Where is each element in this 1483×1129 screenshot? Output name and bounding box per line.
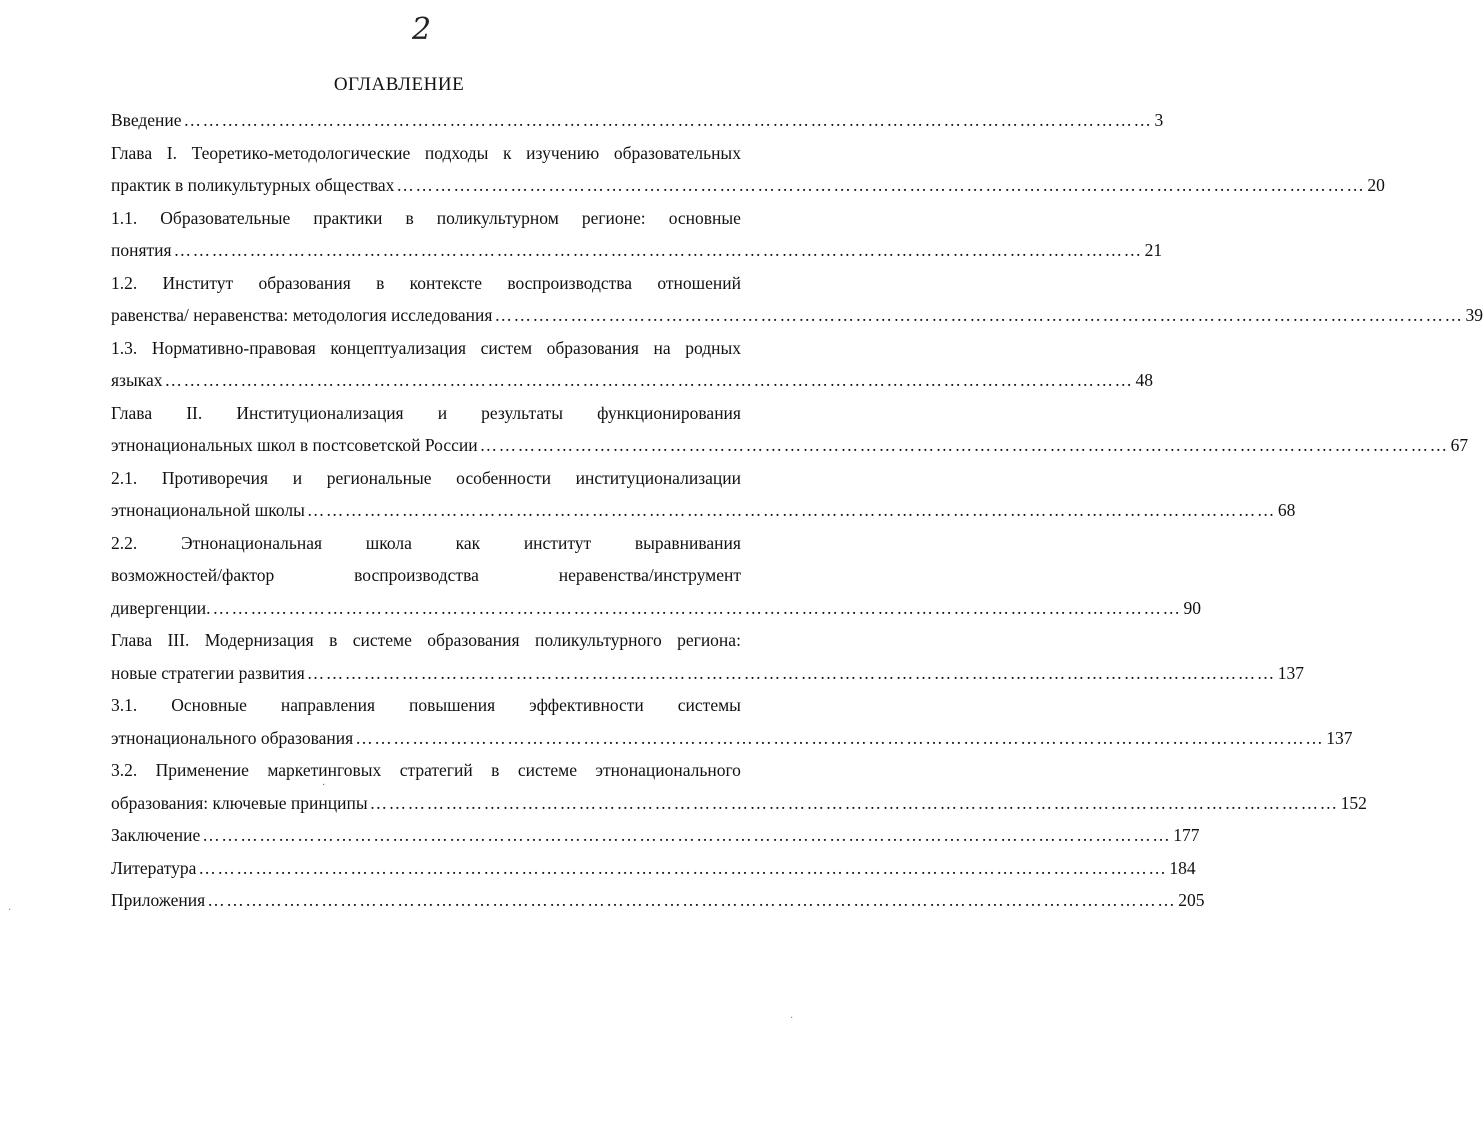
toc-entry-last-line: [111, 299, 1483, 332]
toc-word: 1.1.: [111, 207, 138, 228]
toc-page-number: 48: [1135, 370, 1153, 390]
scan-speck: ·: [322, 780, 326, 791]
scan-speck: ·: [8, 905, 12, 916]
toc-word: поликультурного: [534, 630, 662, 650]
toc-page-number: 90: [1183, 597, 1201, 618]
toc-entry: [111, 267, 1483, 332]
toc-entry-line: [111, 397, 741, 430]
toc-word: 1.2.: [111, 272, 138, 293]
toc-word: как: [455, 532, 481, 553]
toc-word: системе: [517, 760, 578, 780]
toc-entry-title: понятия: [111, 240, 172, 260]
toc-page-number: 21: [1144, 240, 1163, 260]
toc-entry: [111, 202, 1163, 267]
toc-page-number: 137: [1326, 727, 1353, 748]
toc-word: маркетинговых: [267, 760, 382, 780]
toc-word: 1.3.: [111, 337, 138, 358]
toc-word: воспроизводства: [354, 565, 479, 585]
toc-word: подходы: [424, 142, 489, 163]
toc-word: в: [405, 207, 414, 228]
toc-word: результаты: [481, 402, 564, 423]
toc-entry: [111, 884, 1205, 917]
dot-leader: ………………………………………………………………………………………………………………………………………: [369, 792, 1339, 813]
toc-word: родных: [685, 337, 741, 358]
toc-entry-line: [111, 462, 741, 495]
toc-entry-title: этнонациональной школы: [111, 500, 305, 520]
toc-entry-title: Введение: [111, 110, 182, 130]
dot-leader: ………………………………………………………………………………………………………………………………………: [494, 305, 1464, 325]
toc-word: концептуализация: [330, 337, 467, 358]
toc-word: региона:: [677, 630, 741, 650]
toc-entry: [111, 137, 1385, 202]
toc-word: направления: [280, 695, 376, 715]
toc-entry-last-line: [111, 787, 1367, 820]
dot-leader: ………………………………………………………………………………………………………………………………………: [183, 110, 1153, 130]
toc-word: в: [491, 760, 500, 780]
toc-entry: [111, 104, 1164, 137]
toc-word: основные: [668, 207, 741, 228]
toc-entry: [111, 754, 1367, 819]
toc-page-number: 3: [1154, 110, 1164, 130]
toc-word: Институт: [162, 272, 234, 293]
dot-leader: ………………………………………………………………………………………………………………………………………: [306, 662, 1276, 683]
dot-leader: ………………………………………………………………………………………………………………………………………: [479, 435, 1449, 455]
toc-entry-title: этнонационального образования: [111, 727, 354, 748]
toc-word: 3.2.: [111, 760, 138, 780]
toc-entry-title: Заключение: [111, 825, 201, 845]
toc-word: 2.1.: [111, 467, 138, 488]
toc-entry-last-line: [111, 884, 1205, 917]
toc-entry-line: [111, 137, 741, 170]
toc-page-number: 184: [1169, 857, 1196, 878]
toc-word: образовательных: [613, 142, 741, 163]
toc-word: Применение: [155, 760, 249, 780]
toc-page-number: 177: [1173, 825, 1200, 845]
toc-word: Нормативно-правовая: [151, 337, 316, 358]
toc-entry-last-line: [111, 494, 1296, 527]
toc-word: Основные: [171, 695, 247, 715]
toc-page-number: 152: [1340, 792, 1367, 813]
table-of-contents: [111, 104, 1483, 917]
toc-word: образования: [258, 272, 351, 293]
toc-entry-line: [111, 689, 741, 722]
toc-word: региональные: [326, 467, 432, 488]
handwritten-page-number: 2: [412, 12, 432, 47]
toc-word: изучению: [526, 142, 600, 163]
toc-entry-line: [111, 754, 741, 787]
toc-entry-last-line: [111, 592, 1201, 625]
dot-leader: ………………………………………………………………………………………………………………………………………: [355, 727, 1325, 748]
toc-entry: [111, 624, 1305, 689]
dot-leader: ………………………………………………………………………………………………………………………………………: [212, 597, 1182, 618]
toc-word: 3.1.: [111, 695, 138, 715]
toc-entry-title: образования: ключевые принципы: [111, 792, 368, 813]
toc-word: этнонационального: [595, 760, 741, 780]
toc-entry-last-line: [111, 819, 1200, 852]
toc-entry-line: [111, 202, 741, 235]
toc-entry-last-line: [111, 852, 1196, 885]
toc-entry-line: [111, 267, 741, 300]
toc-word: отношений: [657, 272, 741, 293]
toc-page-number: 39: [1465, 305, 1483, 325]
toc-entry-title: языках: [111, 370, 163, 390]
toc-word: функционирования: [597, 402, 741, 423]
toc-entry: [111, 527, 1201, 625]
toc-page-number: 67: [1450, 435, 1469, 455]
toc-word: образования: [427, 630, 520, 650]
toc-word: стратегий: [399, 760, 473, 780]
toc-entry-title: дивергенции.: [111, 597, 211, 618]
toc-entry-last-line: [111, 234, 1163, 267]
dot-leader: ………………………………………………………………………………………………………………………………………: [207, 890, 1177, 910]
dot-leader: ………………………………………………………………………………………………………………………………………: [198, 857, 1168, 878]
toc-word: регионе:: [581, 207, 646, 228]
toc-entry-title: равенства/ неравенства: методология исследования: [111, 305, 493, 325]
toc-word: систем: [480, 337, 533, 358]
toc-entry-last-line: [111, 429, 1469, 462]
toc-word: возможностей/фактор: [111, 565, 275, 585]
toc-word: особенности: [456, 467, 551, 488]
toc-entry-line: [111, 559, 741, 592]
toc-word: и: [437, 402, 448, 423]
toc-word: в: [329, 630, 338, 650]
toc-entry-last-line: [111, 722, 1353, 755]
toc-title: ОГЛАВЛЕНИЕ: [333, 74, 465, 95]
toc-word: контексте: [409, 272, 483, 293]
toc-word: Этнонациональная: [180, 532, 323, 553]
toc-word: III.: [167, 630, 190, 650]
toc-word: неравенства/инструмент: [558, 565, 741, 585]
toc-word: в: [376, 272, 385, 293]
toc-word: институционализации: [575, 467, 741, 488]
toc-entry-title: Литература: [111, 857, 197, 878]
toc-entry: [111, 852, 1196, 885]
toc-entry-title: Приложения: [111, 890, 206, 910]
toc-word: Образовательные: [160, 207, 291, 228]
toc-entry: [111, 819, 1200, 852]
toc-entry-last-line: [111, 364, 1153, 397]
toc-entry: [111, 397, 1469, 462]
toc-page-number: 68: [1277, 500, 1296, 520]
toc-entry-line: [111, 624, 741, 657]
toc-word: 2.2.: [111, 532, 138, 553]
toc-word: системе: [352, 630, 412, 650]
toc-word: Институционализация: [236, 402, 404, 423]
toc-entry-title: этнонациональных школ в постсоветской России: [111, 435, 478, 455]
toc-word: Модернизация: [204, 630, 314, 650]
dot-leader: ………………………………………………………………………………………………………………………………………: [173, 240, 1143, 260]
toc-word: Глава: [111, 142, 153, 163]
toc-word: институт: [523, 532, 592, 553]
toc-word: на: [653, 337, 671, 358]
dot-leader: ………………………………………………………………………………………………………………………………………: [396, 175, 1366, 195]
dot-leader: ………………………………………………………………………………………………………………………………………: [164, 370, 1134, 390]
toc-entry-last-line: [111, 104, 1164, 137]
toc-word: воспроизводства: [507, 272, 633, 293]
toc-word: практики: [313, 207, 383, 228]
toc-word: эффективности: [529, 695, 644, 715]
toc-page-number: 20: [1367, 175, 1385, 195]
toc-word: Теоретико-методологические: [191, 142, 411, 163]
toc-word: повышения: [409, 695, 496, 715]
toc-entry: [111, 332, 1153, 397]
toc-entry-title: практик в поликультурных обществах: [111, 175, 395, 195]
dot-leader: ………………………………………………………………………………………………………………………………………: [306, 500, 1276, 520]
toc-word: школа: [365, 532, 412, 553]
toc-word: выравнивания: [634, 532, 741, 553]
toc-page-number: 205: [1178, 890, 1205, 910]
dot-leader: ………………………………………………………………………………………………………………………………………: [202, 825, 1172, 845]
toc-entry: [111, 462, 1296, 527]
toc-word: поликультурном: [436, 207, 559, 228]
toc-word: Глава: [111, 402, 153, 423]
toc-entry-line: [111, 332, 741, 365]
toc-word: I.: [166, 142, 177, 163]
toc-entry-title: новые стратегии развития: [111, 662, 305, 683]
toc-word: и: [292, 467, 303, 488]
toc-page-number: 137: [1277, 662, 1305, 683]
toc-entry-line: [111, 527, 741, 560]
toc-word: Противоречия: [161, 467, 269, 488]
toc-entry: [111, 689, 1353, 754]
toc-word: к: [503, 142, 512, 163]
toc-word: образования: [546, 337, 639, 358]
toc-entry-last-line: [111, 657, 1305, 690]
toc-entry-last-line: [111, 169, 1385, 202]
scan-speck: ·: [790, 1013, 794, 1024]
toc-word: Глава: [111, 630, 153, 650]
toc-word: II.: [186, 402, 203, 423]
toc-word: системы: [677, 695, 741, 715]
